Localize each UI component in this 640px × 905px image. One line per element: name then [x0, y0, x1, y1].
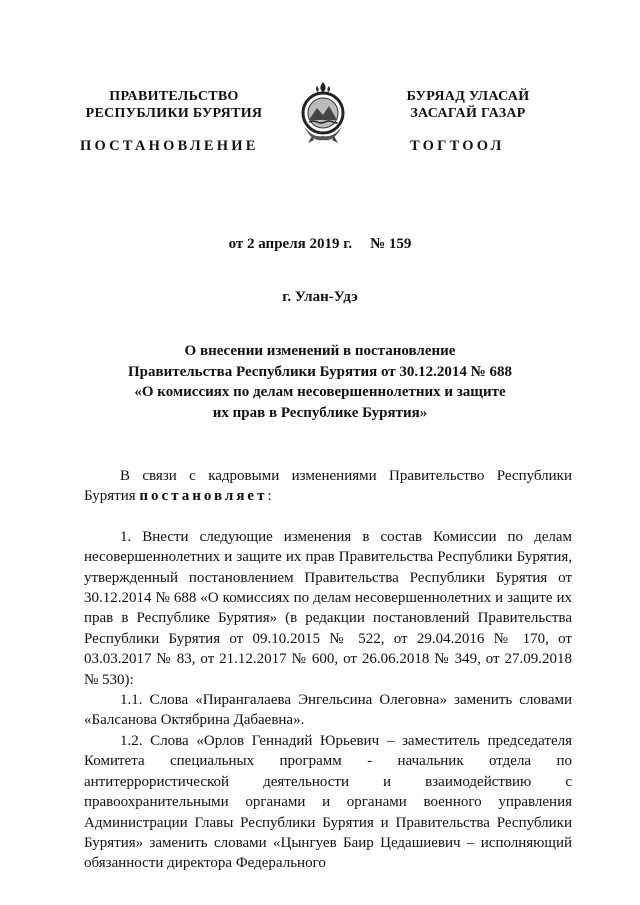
- title-line4: их прав в Республике Бурятия»: [212, 404, 428, 421]
- paragraph-1-1: 1.1. Слова «Пирангалаева Энгельсина Олеговна» заменить словами «Балсанова Октябрина Дабаевна».: [84, 692, 572, 729]
- intro-paragraph: [84, 466, 572, 507]
- header-right-line1: БУРЯАД УЛАСАЙ: [406, 89, 530, 104]
- decree-label-ru: ПОСТАНОВЛЕНИЕ: [80, 138, 259, 154]
- header-government-bua: [383, 88, 553, 122]
- document-title: [0, 341, 640, 423]
- document-date-line: [0, 236, 640, 253]
- document-body: [84, 466, 572, 874]
- header-left-line1: ПРАВИТЕЛЬСТВО: [109, 89, 239, 104]
- coat-of-arms-icon: [298, 80, 348, 144]
- intro-end: :: [267, 488, 272, 505]
- document-city: г. Улан-Удэ: [282, 289, 358, 305]
- title-line1: О внесении изменений в постановление: [184, 343, 456, 359]
- document-date: от 2 апреля 2019 г.: [228, 236, 353, 252]
- title-line3: «О комиссиях по делам несовершеннолетних и защите: [134, 384, 506, 400]
- document-number: № 159: [370, 236, 412, 252]
- header-right-line2: ЗАСАГАЙ ГАЗАР: [410, 106, 526, 121]
- intro-resolves: постановляет: [139, 488, 268, 505]
- title-line2: Правительства Республики Бурятия от 30.12.2014 № 688: [127, 363, 512, 380]
- header-left-line2: РЕСПУБЛИКИ БУРЯТИЯ: [85, 106, 263, 121]
- decree-label-bua: ТОГТООЛ: [410, 138, 505, 154]
- paragraph-1: 1. Внести следующие изменения в состав Комиссии по делам несовершеннолетних и защите их прав Правительства Республики Бурятия, утвержденный постановлением Правительства Республики Бурятия от 30.12.2014 № 688 «О комиссиях по делам несовершеннолетних и защите их прав в Республике Бурятия» (в редакции постановлений Правительства Республики Бурятия от 09.10.2015 № 522, от 29.04.2016 № 170, от 03.03.2017 № 83, от 21.12.2017 № 600, от 26.06.2018 № 349, от 27.09.2018 № 530):: [84, 528, 572, 688]
- paragraph-1-2: 1.2. Слова «Орлов Геннадий Юрьевич – заместитель председателя Комитета специальных программ - начальник отдела по антитеррористической деятельности и взаимодействию с правоохранительными органами и органами военного управления Администрации Главы Республики Бурятия и Правительства Республики Бурятия» заменить словами «Цынгуев Баир Цедашиевич – исполняющий обязанности директора Федерального: [84, 732, 572, 872]
- header-government-ru: [84, 88, 264, 122]
- intro-text: В связи с кадровыми изменениями Правительство Республики Бурятия: [84, 468, 572, 505]
